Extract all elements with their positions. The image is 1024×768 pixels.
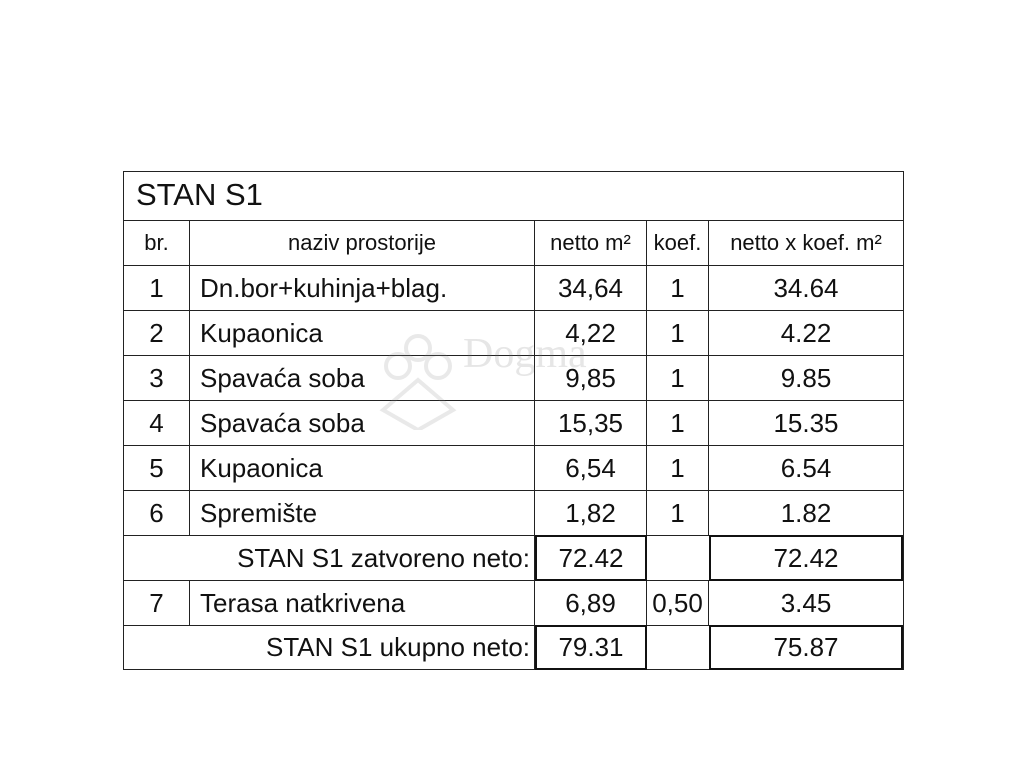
room-koef: 1 — [647, 491, 709, 535]
row-number: 6 — [124, 491, 190, 535]
room-total: 15.35 — [773, 407, 839, 438]
row-number: 7 — [124, 581, 190, 625]
watermark-text: Dogma — [463, 331, 587, 377]
room-koef: 0,50 — [647, 581, 709, 625]
apartment-area-table — [123, 171, 904, 670]
room-name: Spremište — [190, 491, 535, 535]
table-row — [124, 491, 903, 536]
table-row — [124, 266, 903, 311]
closed-summary-label: STAN S1 zatvoreno neto: — [124, 536, 535, 580]
header-koef: koef. — [647, 221, 709, 265]
total-summary-total: 75.87 — [709, 625, 903, 670]
row-number: 5 — [124, 446, 190, 490]
room-total: 4.22 — [780, 317, 832, 348]
room-name: Spavaća soba — [190, 356, 535, 400]
row-number: 2 — [124, 311, 190, 355]
table-title: STAN S1 — [136, 177, 263, 212]
room-total: 3.45 — [780, 587, 832, 618]
total-summary-koef-empty — [647, 626, 709, 669]
room-total: 9.85 — [780, 362, 832, 393]
total-summary-row — [124, 626, 903, 669]
room-name: Kupaonica — [190, 311, 535, 355]
room-netto: 15,35 — [535, 401, 647, 445]
room-total: 6.54 — [780, 452, 832, 483]
row-number: 1 — [124, 266, 190, 310]
header-br: br. — [124, 221, 190, 265]
room-netto: 34,64 — [535, 266, 647, 310]
room-total: 34.64 — [773, 272, 839, 303]
table-row — [124, 581, 903, 626]
room-name: Kupaonica — [190, 446, 535, 490]
header-row — [124, 221, 903, 266]
closed-summary-koef-empty — [647, 536, 709, 580]
room-netto: 6,54 — [535, 446, 647, 490]
header-name: naziv prostorije — [190, 221, 535, 265]
header-total: netto x koef. m² — [730, 230, 882, 255]
total-summary-netto: 79.31 — [535, 625, 647, 670]
table-title-row — [124, 172, 903, 221]
table-row — [124, 356, 903, 401]
table-row — [124, 401, 903, 446]
room-koef: 1 — [647, 401, 709, 445]
room-netto: 9,85 — [535, 356, 647, 400]
room-name: Dn.bor+kuhinja+blag. — [190, 266, 535, 310]
room-total: 1.82 — [780, 497, 832, 528]
header-netto: netto m² — [535, 221, 647, 265]
room-name: Terasa natkrivena — [190, 581, 535, 625]
closed-summary-netto: 72.42 — [535, 535, 647, 581]
closed-summary-row — [124, 536, 903, 581]
table-row — [124, 311, 903, 356]
room-netto: 6,89 — [535, 581, 647, 625]
room-koef: 1 — [647, 356, 709, 400]
table-row — [124, 446, 903, 491]
room-koef: 1 — [647, 266, 709, 310]
total-summary-label: STAN S1 ukupno neto: — [124, 626, 535, 669]
room-netto: 4,22 — [535, 311, 647, 355]
row-number: 3 — [124, 356, 190, 400]
room-koef: 1 — [647, 446, 709, 490]
row-number: 4 — [124, 401, 190, 445]
room-name: Spavaća soba — [190, 401, 535, 445]
room-netto: 1,82 — [535, 491, 647, 535]
closed-summary-total: 72.42 — [709, 535, 903, 581]
room-koef: 1 — [647, 311, 709, 355]
